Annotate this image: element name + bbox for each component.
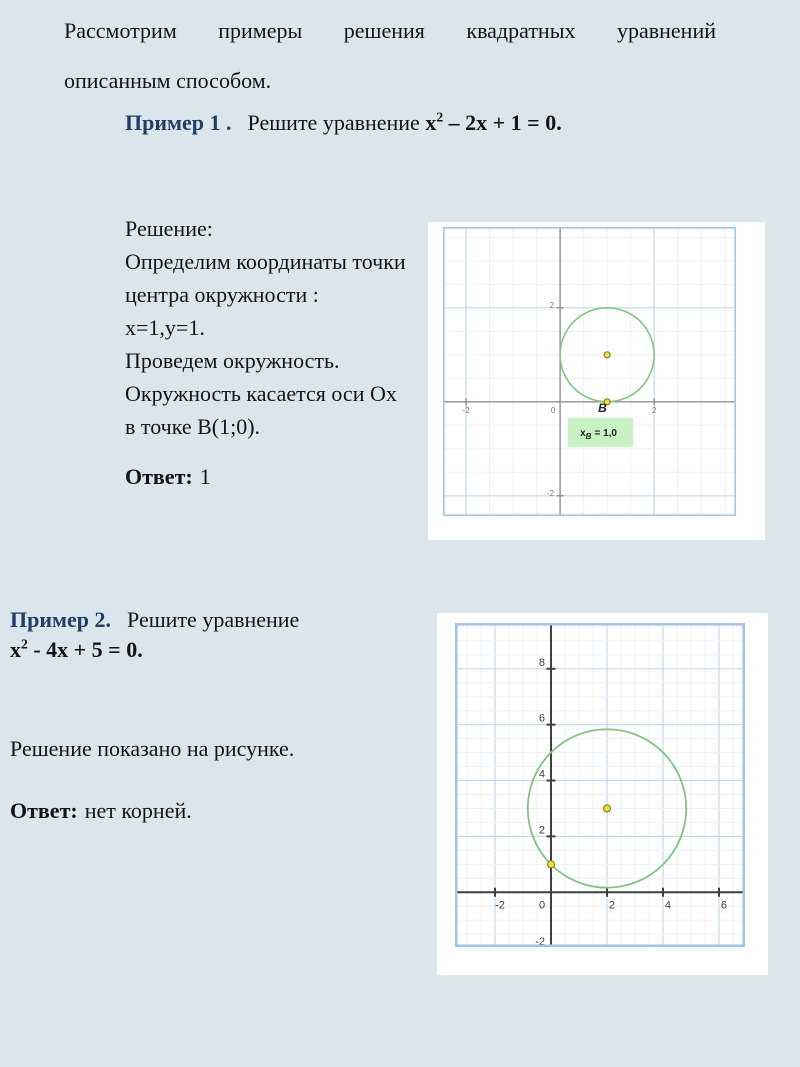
example1-prompt: Решите уравнение — [247, 110, 420, 135]
answer-label: Ответ: — [125, 464, 193, 489]
svg-text:0: 0 — [550, 405, 556, 415]
equation-exponent: 2 — [21, 636, 28, 652]
svg-text:xB= 1,0: $x_B = 1,0$ — [580, 427, 617, 441]
text-line: в точке B(1;0). — [125, 414, 261, 439]
svg-text:-2: -2 — [546, 488, 555, 498]
example2-heading — [10, 603, 430, 636]
svg-text:4: 4 — [538, 768, 546, 781]
text-line: x=1,y=1. — [125, 315, 205, 340]
answer-value: нет корней. — [84, 798, 192, 823]
example2-prompt: Решите уравнение — [127, 607, 300, 632]
text-line: Определим координаты точки — [125, 249, 406, 274]
intro-paragraph — [64, 6, 716, 106]
svg-text:4: 4 — [664, 899, 672, 912]
example2-solution-note: Решение показано на рисунке. — [10, 736, 295, 761]
answer-label: Ответ: — [10, 798, 78, 823]
text-line: Окружность касается оси Ox — [125, 381, 397, 406]
example1-equation — [425, 110, 561, 135]
example1-answer — [125, 464, 211, 490]
equation-rest: – 2x + 1 = 0. — [443, 110, 562, 135]
text-line: Проведем окружность. — [125, 348, 340, 373]
svg-text:0: 0 — [538, 899, 546, 912]
example1-heading — [125, 110, 562, 136]
example2-equation — [10, 637, 143, 663]
graph2-carlyle-circle — [455, 623, 745, 947]
svg-text:-2: -2 — [462, 405, 470, 415]
equation-exponent: 2 — [436, 109, 444, 125]
svg-text:2: 2 — [549, 300, 555, 310]
svg-text:2: 2 — [608, 899, 616, 912]
svg-text:6: 6 — [720, 899, 728, 912]
svg-text:2: 2 — [538, 824, 546, 837]
equation-rest: - 4x + 5 = 0. — [27, 637, 143, 662]
text-line: Решение: — [125, 216, 213, 241]
example2-answer — [10, 798, 192, 824]
equation-base: x — [10, 637, 21, 662]
example1-label: Пример 1 . — [125, 110, 232, 135]
answer-value: 1 — [199, 464, 211, 489]
svg-text:B: B — [598, 400, 607, 415]
example1-solution-text — [125, 212, 495, 443]
intro-line-2: описанным способом. — [64, 68, 272, 93]
svg-text:2: 2 — [651, 405, 657, 415]
example2-label: Пример 2. — [10, 607, 112, 632]
svg-text:-2: -2 — [535, 936, 546, 947]
svg-text:-2: -2 — [495, 899, 505, 912]
svg-text:6: 6 — [538, 712, 546, 725]
equation-base: x — [425, 110, 437, 135]
text-line: центра окружности : — [125, 282, 319, 307]
svg-text:8: 8 — [538, 656, 546, 669]
graph2-panel — [437, 613, 768, 975]
intro-line-1: Рассмотрим примеры решения квадратных уравнений — [64, 18, 716, 43]
